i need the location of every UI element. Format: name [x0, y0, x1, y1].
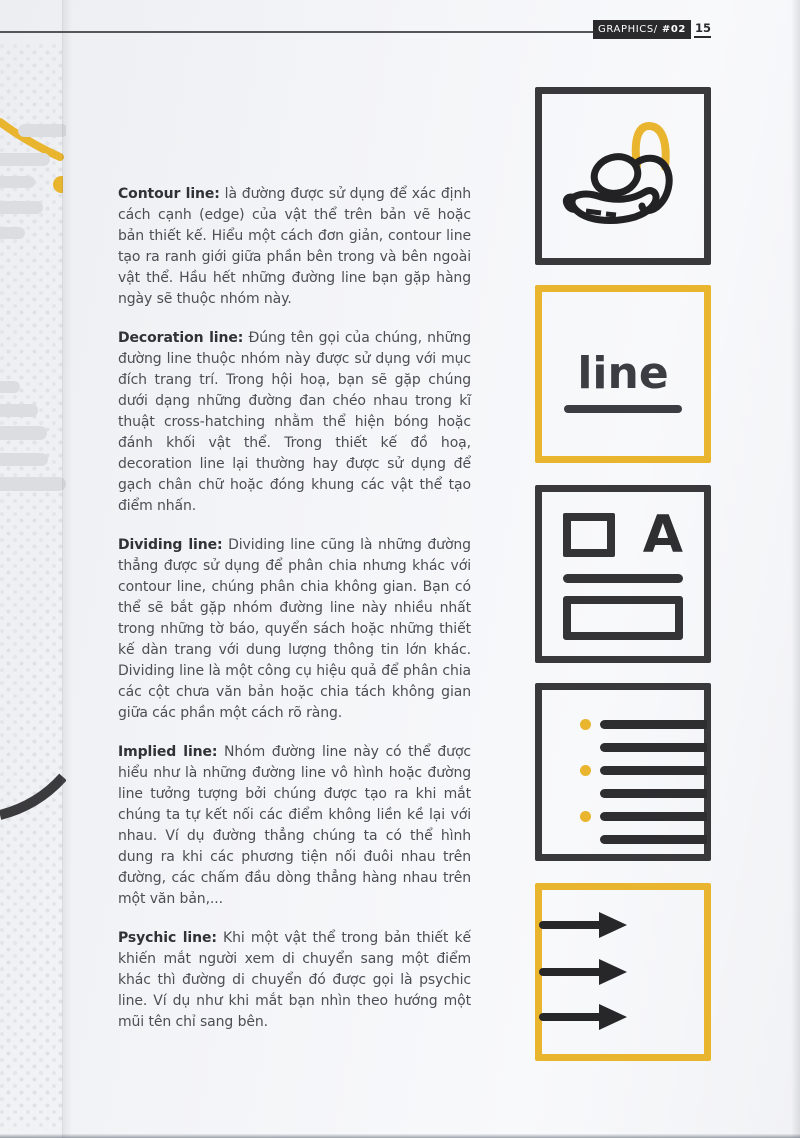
yellow-bullet-dot [580, 719, 591, 730]
section-tag [593, 20, 691, 39]
left-margin-decorations [0, 0, 66, 1138]
term-contour-line: Contour line: [118, 186, 220, 202]
decoration-line-figure [535, 285, 711, 463]
article-text-column [118, 184, 471, 1051]
gray-bar-decoration [0, 176, 35, 188]
gray-bar-decoration [0, 453, 48, 466]
paragraph-psychic-line: Psychic line: Khi một vật thể trong bản thiết kế khiến mắt người xem di chuyển sang một điểm khác thì đường di chuyển đó được gọi là psychic line. Ví dụ như khi mắt bạn nhìn theo hướng một mũi tên chỉ sang bên. [118, 930, 471, 1030]
text-line-bar [600, 835, 707, 844]
yellow-bullet-dot [580, 811, 591, 822]
underline-bar [564, 405, 682, 413]
section-label: GRAPHICS/ [598, 24, 658, 35]
text-line-bar [600, 766, 707, 775]
text-line-bar [600, 812, 707, 821]
text-line-bar [600, 743, 707, 752]
underlined-word [564, 347, 682, 413]
gray-bar-decoration [0, 201, 43, 214]
yellow-bullet-dot [580, 765, 591, 776]
page-right-edge-shadow [791, 0, 800, 1138]
paragraph-implied-line: Implied line: Nhóm đường line này có thể được hiểu như là những đường line vô hình hoặc đường line tưởng tượng bởi chúng được tạo ra khi mắt chúng ta tự kết nối các điểm không liền kề lại với nhau. Ví dụ đường thẳng chúng ta có thể hình dung ra khi các phương tiện nối đuôi nhau trên đường, các chấm đầu dòng thẳng hàng nhau trên một văn bản,... [118, 744, 472, 907]
page-layout-icon [542, 492, 704, 640]
page-number-underline [694, 36, 711, 38]
implied-line-figure [535, 683, 711, 861]
gray-bar-decoration [0, 227, 25, 239]
small-square-outline [563, 513, 615, 557]
contour-line-figure [535, 87, 711, 265]
letter-a-glyph: A [642, 505, 683, 565]
paragraph-dividing-line: Dividing line: Dividing line cũng là những đường thẳng được sử dụng để phân chia nhưng khác với contour line, chúng phân chia không gian. Bạn có thể sẽ bắt gặp nhóm đường line này nhiều nhất trong những tờ báo, quyển sách hoặc những thiết kế dàn trang với dung lượng thông tin lớn khác. Dividing line là một công cụ hiệu quả để phân chia các cột chưa văn bản hoặc chia tách không gian giữa các phần một cách rõ ràng. [118, 537, 471, 721]
gray-bar-decoration [18, 124, 66, 137]
text-line-bar [600, 720, 707, 729]
wide-rectangle-outline [563, 596, 683, 640]
gray-bar-decoration [0, 426, 47, 440]
paragraph-contour-line: Contour line: là đường được sử dụng để xác định cách cạnh (edge) của vật thể trên bản vẽ hoặc bản thiết kế. Hiểu một cách đơn giản, contour line tạo ra ranh giới giữa phần bên trong và bên ngoài vật thể. Hầu hết những đường line bạn gặp hàng ngày sẽ thuộc nhóm này. [118, 186, 471, 307]
paragraph-decoration-line: Decoration line: Đúng tên gọi của chúng, những đường line thuộc nhóm này được sử dụng với mục đích trang trí. Trong hội hoạ, bạn sẽ gặp chúng dưới dạng những đường đan chéo nhau trong kĩ thuật cross-hatching nhằm thể hiện bóng hoặc đánh khối vật thể. Trong thiết kế đồ hoạ, decoration line lại thường hay được sử dụng để gạch chân chữ hoặc đóng khung các vật thể tạo điểm nhấn. [118, 330, 471, 514]
banana-outline-icon [553, 114, 693, 238]
black-arc-decoration [0, 770, 66, 822]
right-arrow [539, 1004, 631, 1030]
term-implied-line: Implied line: [118, 744, 218, 760]
issue-number: #02 [661, 24, 686, 35]
bulleted-text-lines-icon [542, 690, 704, 854]
gray-bar-decoration [0, 477, 66, 491]
text-line-bar [600, 789, 707, 798]
page-gutter-shadow [63, 0, 72, 1138]
dividing-line-figure [535, 485, 711, 663]
word-line-label: line [577, 347, 669, 399]
page-bottom-edge [0, 1134, 800, 1138]
right-arrow [539, 959, 631, 985]
gray-bar-decoration [0, 381, 20, 393]
page-number: 15 [695, 21, 712, 35]
term-decoration-line: Decoration line: [118, 330, 244, 346]
gray-bar-decoration [0, 404, 38, 417]
right-arrows-icon [542, 890, 704, 1054]
gray-bar-decoration [0, 153, 50, 166]
divider-line [563, 574, 683, 583]
psychic-line-figure [535, 883, 711, 1061]
right-arrow [539, 912, 631, 938]
header-rule [0, 31, 593, 33]
term-dividing-line: Dividing line: [118, 537, 223, 553]
term-psychic-line: Psychic line: [118, 930, 217, 946]
